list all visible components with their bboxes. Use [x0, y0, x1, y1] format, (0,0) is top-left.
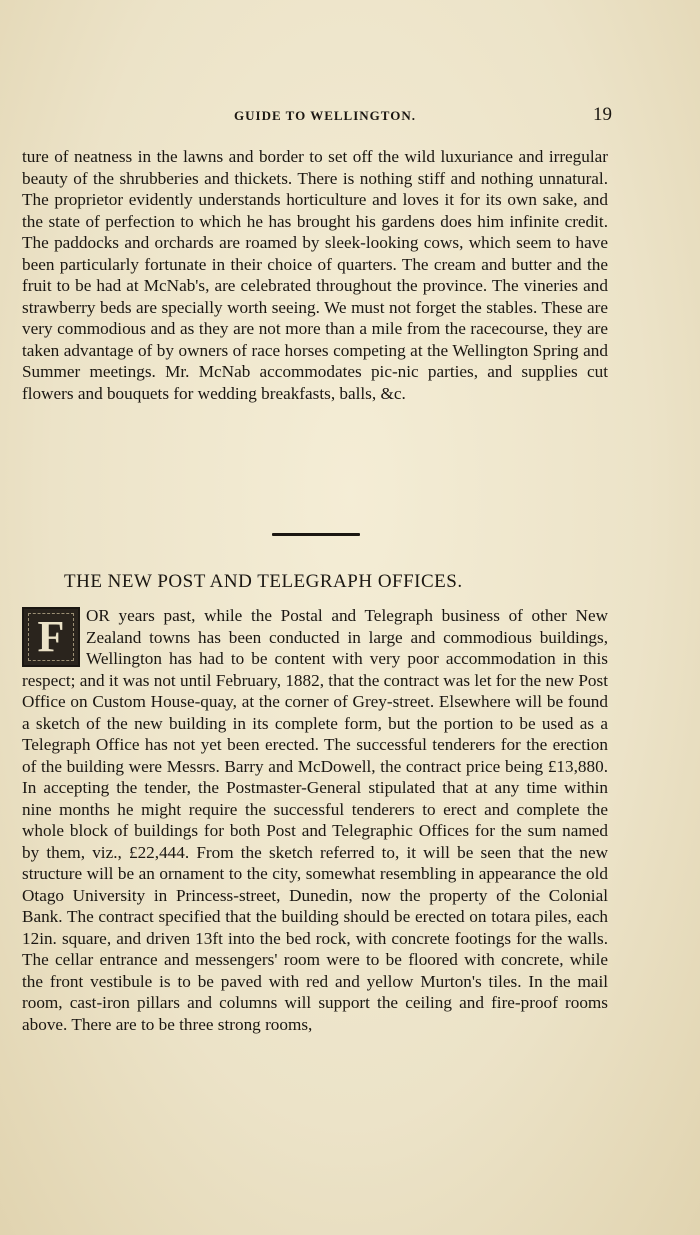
- running-title: GUIDE TO WELLINGTON.: [234, 108, 416, 123]
- section-body: [22, 605, 608, 1035]
- section-divider-rule: [272, 533, 360, 536]
- section-heading: THE NEW POST AND TELEGRAPH OFFICES.: [64, 571, 463, 592]
- page-number: 19: [593, 104, 612, 125]
- drop-cap-letter: F: [37, 612, 65, 661]
- paragraph-continued: [22, 146, 608, 404]
- section-body-text: OR years past, while the Postal and Telegraph business of other New Zealand towns has been conducted in large and commodious buildings, Wellington has had to be content with very poor accommodation in this respect; and it was not until February, 1882, that the contract was let for the new Post Office on Custom House-quay, at the corner of Grey-street. Elsewhere will be found a sketch of the new building in its complete form, but the portion to be used as a Telegraph Office has not yet been erected. The successful tenderers for the erection of the building were Messrs. Barry and McDowell, the contract price being £13,880. In accepting the tender, the Postmaster-General stipulated that at any time within nine months he might require the successful tenderers to erect and complete the whole block of buildings for both Post and Telegraphic Offices for the sum named by them, viz., £22,444. From the sketch referred to, it will be seen that the new structure will be an ornament to the city, somewhat resembling in appearance the old Otago University in Princess-street, Dunedin, now the property of the Colonial Bank. The contract specified that the building should be erected on totara piles, each 12in. square, and driven 13ft into the bed rock, with concrete footings for the walls. The cellar entrance and messengers' room were to be floored with concrete, while the front vestibule is to be paved with red and yellow Murton's tiles. In the mail room, cast-iron pillars and columns will support the ceiling and fire-proof rooms above. There are to be three strong rooms,: [22, 606, 608, 1034]
- ornamental-drop-cap: [22, 607, 80, 667]
- page-header: [0, 104, 700, 128]
- paragraph-text: ture of neatness in the lawns and border to set off the wild luxuriance and irregular beauty of the shrubberies and thickets. There is nothing stiff and nothing unnatural. The proprietor evidently understands horticulture and loves it for its own sake, and the state of perfection to which he has brought his gardens does him infinite credit. The paddocks and orchards are roamed by sleek-looking cows, which seem to have been particularly fortunate in their choice of quarters. The cream and butter and the fruit to be had at McNab's, are celebrated throughout the province. The vineries and strawberry beds are specially worth seeing. We must not forget the stables. These are very commodious and as they are not more than a mile from the racecourse, they are taken advantage of by owners of race horses competing at the Wellington Spring and Summer meetings. Mr. McNab accommodates pic-nic parties, and supplies cut flowers and bouquets for wedding breakfasts, balls, &c.: [22, 147, 608, 403]
